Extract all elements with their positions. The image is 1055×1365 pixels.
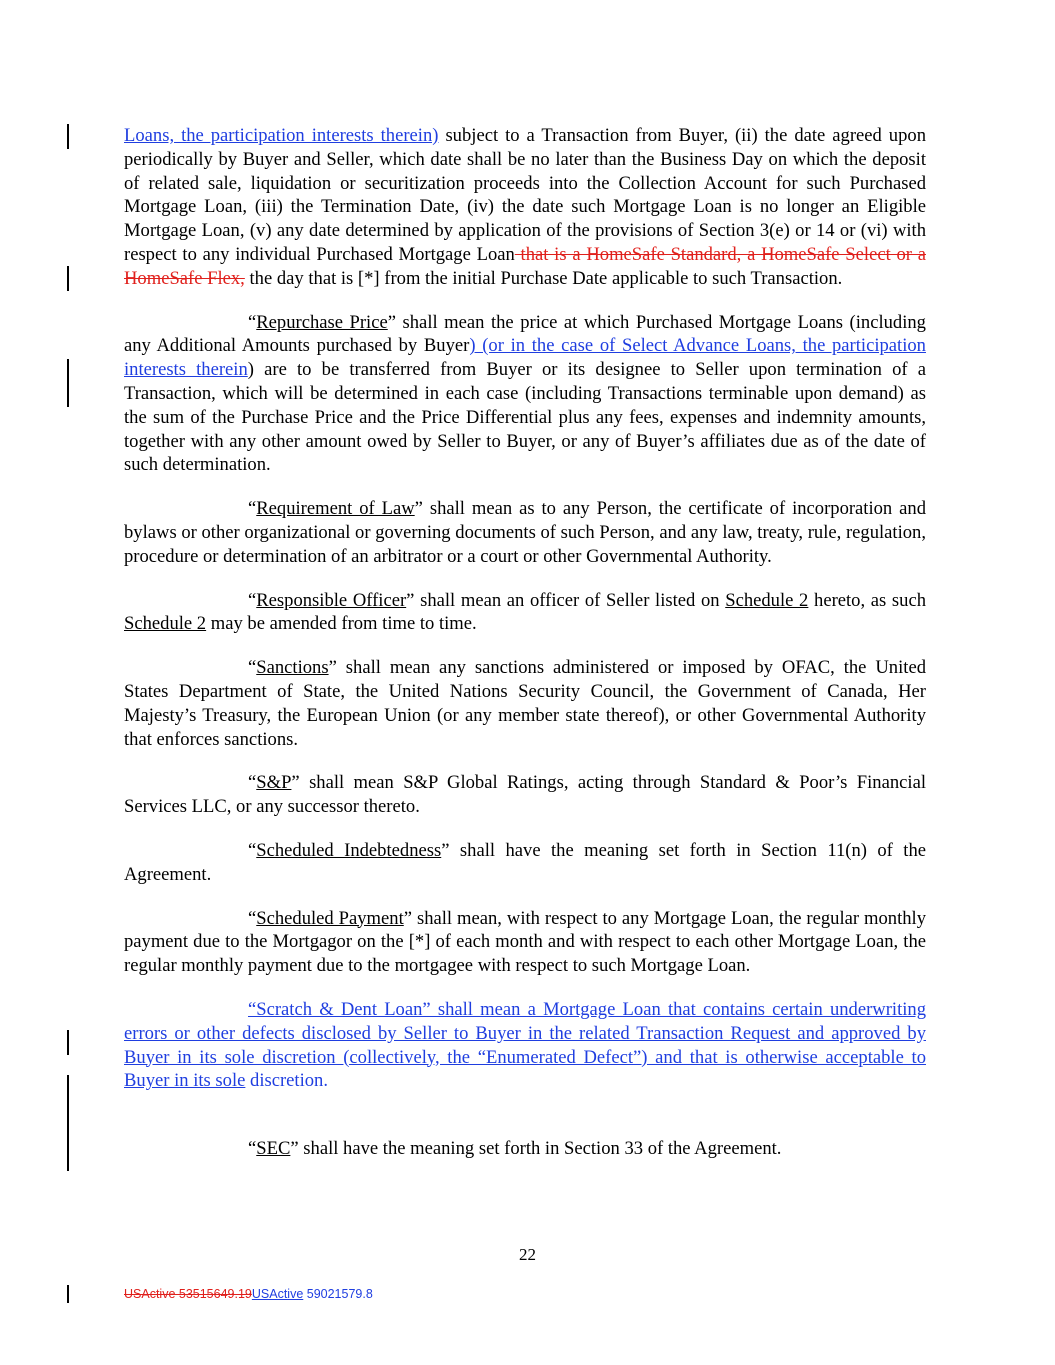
- defined-term: Scheduled Indebtedness: [256, 839, 442, 861]
- definition-scheduled-indebtedness: “Scheduled Indebtedness” shall have the meaning set forth in Section 11(n) of the Agreement.: [124, 839, 926, 885]
- inserted-text: ) (or in the case of Select Advance Loans, the participation interests therein: [124, 335, 926, 381]
- body-text: hereto, as such: [808, 589, 927, 611]
- definition-sp: “S&P” shall mean S&P Global Ratings, acting through Standard & Poor’s Financial Services LLC, or any successor thereto.: [124, 772, 926, 818]
- definition-requirement-of-law: “Requirement of Law” shall mean as to any Person, the certificate of incorporation and bylaws or other organizational or governing documents of such Person, and any law, treaty, rule, regulation, procedure or determination of an arbitrator or a court or other Governmental Authority.: [124, 498, 926, 567]
- defined-term: Requirement of Law: [256, 498, 415, 520]
- body-text: may be amended from time to time.: [206, 613, 477, 635]
- schedule-reference: Schedule 2: [124, 613, 207, 635]
- inserted-doc-id: USActive: [251, 1287, 304, 1301]
- defined-term: Sanctions: [256, 657, 329, 679]
- inserted-text: Loans, the participation interests therein): [124, 125, 439, 146]
- definition-repurchase-price: “Repurchase Price” shall mean the price at which Purchased Mortgage Loans (including any Additional Amounts purchased by Buyer) (or in the case of Select Advance Loans, the participation interests therein) are to be transferred from Buyer or its designee to Seller upon termination of a Transaction, which will be determined in each case (including Transactions terminable upon demand) as the sum of the Purchase Price and the Price Differential plus any fees, expenses and indemnity amounts, together with any other amount owed by Seller to Buyer, or any of Buyer’s affiliates due as of the date of such determination.: [124, 311, 926, 476]
- deleted-text: that is a HomeSafe Standard, a HomeSafe Select or a HomeSafe Flex,: [124, 243, 926, 289]
- body-text: shall mean S&P Global Ratings, acting through Standard & Poor’s Financial Services LLC, or any successor thereto.: [124, 772, 926, 818]
- change-bar: [67, 359, 69, 407]
- repurchase-date-continuation: [124, 124, 926, 291]
- definition-scheduled-payment: “Scheduled Payment” shall mean, with respect to any Mortgage Loan, the regular monthly payment due to the Mortgagor on the [*] of each month and with respect to each other Mortgage Loan, the regular monthly payment due to the mortgagee with respect to such Mortgage Loan.: [124, 907, 927, 977]
- body-text: shall have the meaning set forth in Section 33 of the Agreement.: [298, 1138, 782, 1160]
- defined-term: SEC: [256, 1138, 291, 1160]
- defined-term: Responsible Officer: [256, 589, 407, 611]
- change-bar: [67, 266, 69, 291]
- change-bar: [67, 1285, 69, 1303]
- change-bar: [67, 124, 69, 149]
- inserted-text: “Scratch & Dent Loan” shall mean a Mortgage Loan that contains certain underwriting errors or other defects disclosed by Seller to Buyer in the related Transaction Request and approved by Buyer in its sole discretion (collectively, the “Enumerated Defect”) and that is otherwise acceptable to Buyer in its sole: [124, 998, 926, 1092]
- document-id-footer: [124, 1287, 373, 1301]
- body-text: shall mean as to any Person, the certificate of incorporation and bylaws or other organizational or governing documents of such Person, and any law, treaty, rule, regulation, procedure or determination of an arbitrator or a court or other Governmental Authority.: [124, 498, 926, 567]
- schedule-reference: Schedule 2: [725, 589, 809, 611]
- deleted-doc-id: USActive 53515649.19: [124, 1287, 252, 1301]
- body-text: ) are to be transferred from Buyer or its designee to Seller upon termination of a Transaction, which will be determined in each case (including Transactions terminable upon demand) as the sum of the Purchase Price and the Price Differential plus any fees, expenses and indemnity amounts, together with any other amount owed by Seller to Buyer, or any of Buyer’s affiliates due as of the date of such determination.: [124, 359, 926, 476]
- change-bar: [67, 1075, 69, 1171]
- body-text: shall mean an officer of Seller listed on: [414, 589, 726, 611]
- definition-responsible-officer: “Responsible Officer” shall mean an officer of Seller listed on Schedule 2 hereto, as such Schedule 2 may be amended from time to time.: [124, 589, 927, 635]
- defined-term: Scheduled Payment: [256, 907, 404, 929]
- body-text: subject to a Transaction from Buyer, (ii) the date agreed upon periodically by Buyer and Seller, which date shall be no later than the Business Day on which the deposit of related sale, liquidation or securitization proceeds into the Collection Account for such Purchased Mortgage Loan, (iii) the Termination Date, (iv) the date such Mortgage Loan is no longer an Eligible Mortgage Loan, (v) any date determined by application of the provisions of Section 3(e) or 14 or (vi) with respect to any individual Purchased Mortgage Loan: [124, 125, 926, 265]
- document-body: [124, 124, 926, 1161]
- defined-term: S&P: [256, 772, 292, 794]
- doc-id-number: 59021579.8: [303, 1287, 373, 1301]
- body-text: shall mean any sanctions administered or imposed by OFAC, the United States Department of State, the United Nations Security Council, the Government of Canada, Her Majesty’s Treasury, the European Union (or any member state thereof), or other Governmental Authority that enforces sanctions.: [124, 657, 926, 750]
- change-bar: [67, 1030, 69, 1055]
- body-text: the day that is [*] from the initial Purchase Date applicable to such Transaction.: [244, 267, 843, 289]
- page-number: 22: [519, 1245, 536, 1264]
- defined-term: Repurchase Price: [256, 311, 388, 333]
- body-text: shall mean, with respect to any Mortgage Loan, the regular monthly payment due to the Mortgagor on the [*] of each month and with respect to each other Mortgage Loan, the regular monthly payment due to the mortgagee with respect to such Mortgage Loan.: [124, 907, 927, 977]
- body-text: shall mean the price at which Purchased Mortgage Loans (including any Additional Amounts purchased by Buyer: [124, 311, 926, 357]
- definition-sanctions: “Sanctions” shall mean any sanctions administered or imposed by OFAC, the United States Department of State, the United Nations Security Council, the Government of Canada, Her Majesty’s Treasury, the European Union (or any member state thereof), or other Governmental Authority that enforces sanctions.: [124, 657, 926, 750]
- body-text: shall have the meaning set forth in Section 11(n) of the Agreement.: [124, 839, 926, 885]
- inserted-text-tail: discretion.: [245, 1070, 328, 1092]
- definition-sec: “SEC” shall have the meaning set forth in Section 33 of the Agreement.: [248, 1138, 782, 1160]
- definition-scratch-and-dent-loan: [124, 998, 926, 1093]
